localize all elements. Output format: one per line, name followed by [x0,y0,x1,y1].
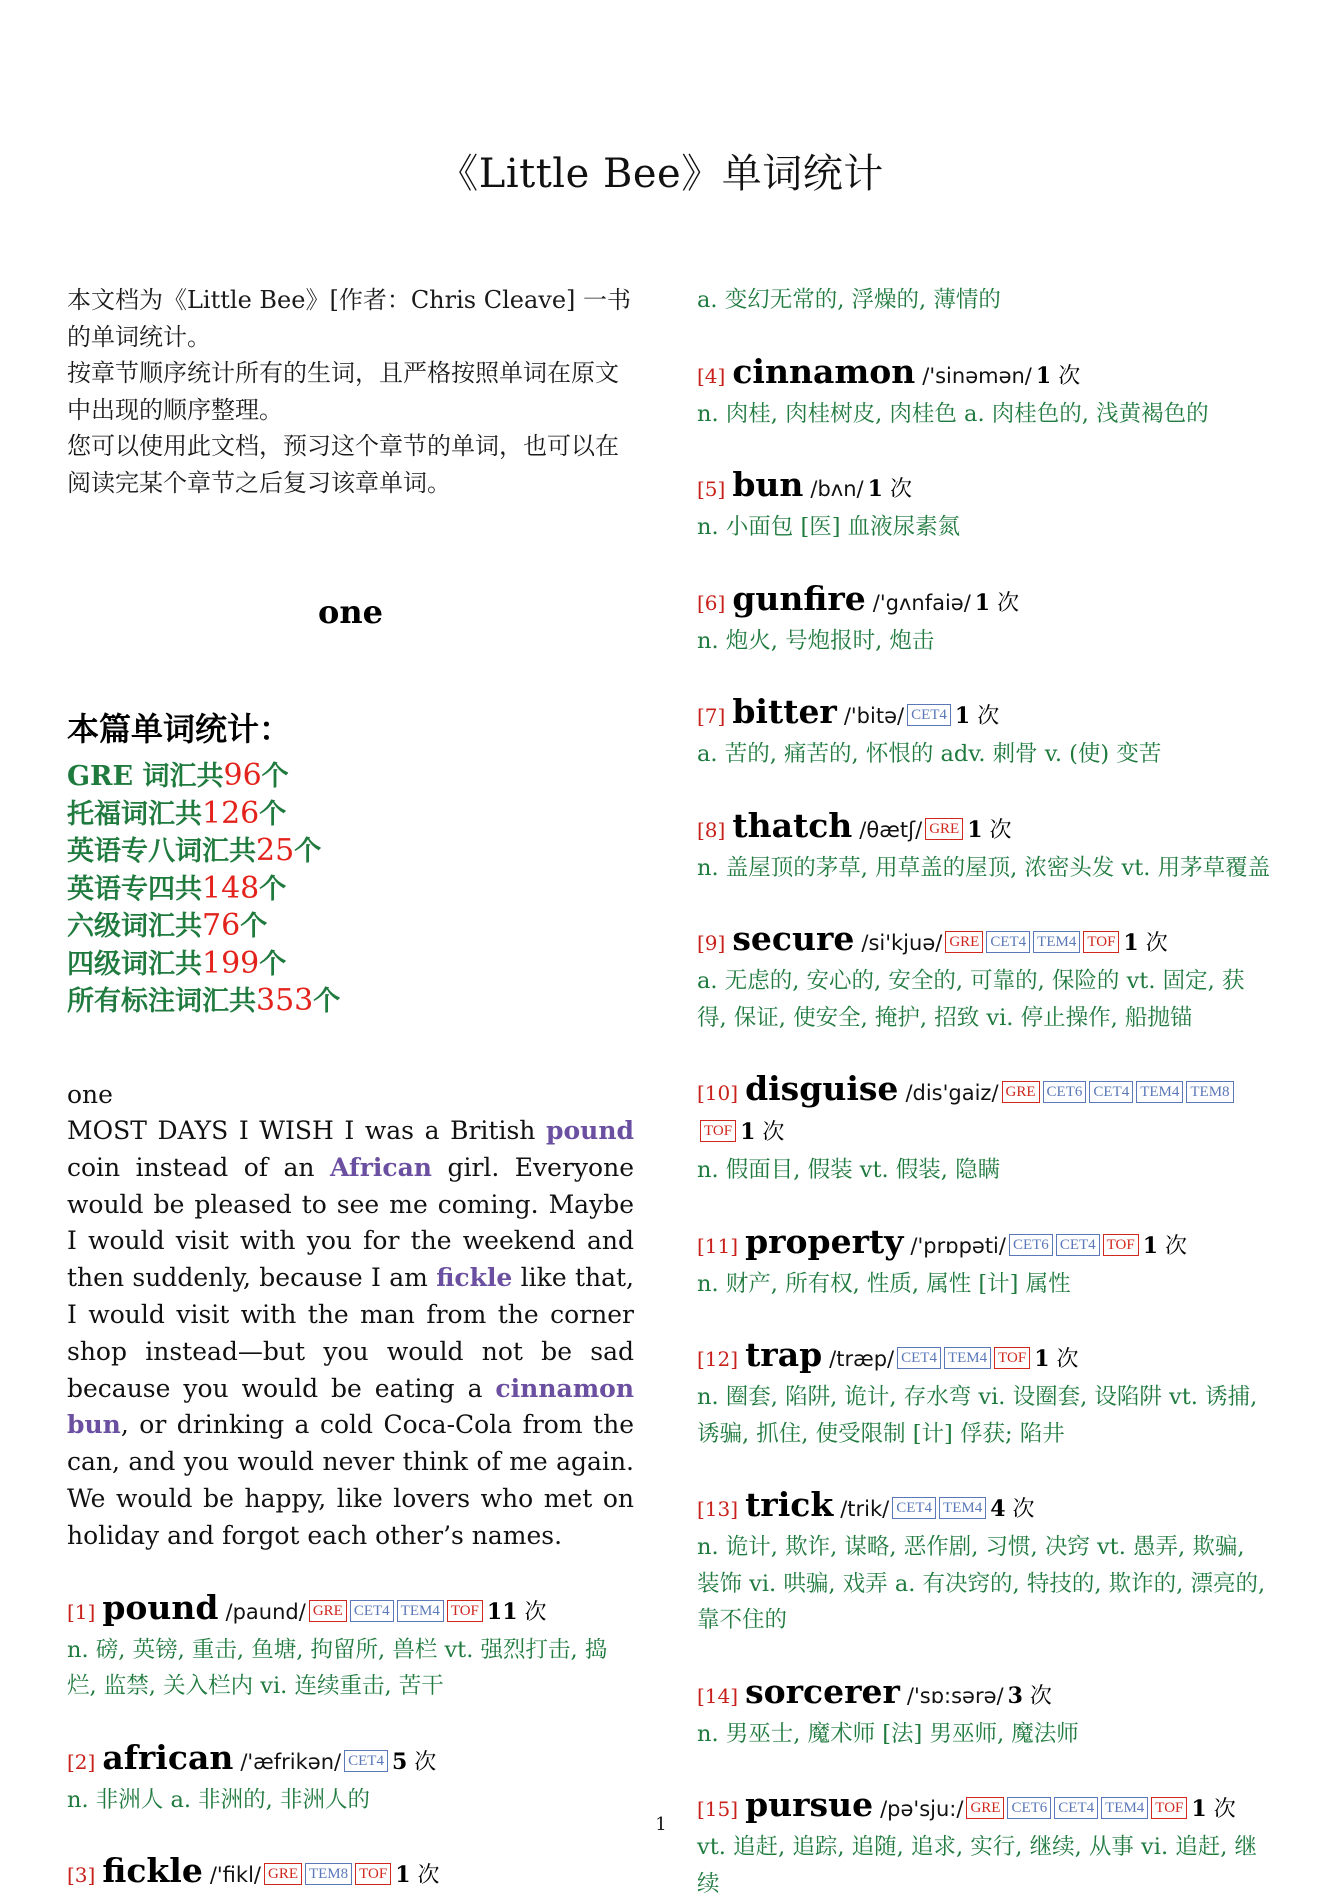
entry-phonetic: /'sinəmən/ [922,364,1032,388]
entry-index: [14] [697,1684,738,1708]
entry-index: [2] [67,1750,95,1774]
exam-tag: TOF [994,1347,1030,1369]
entry-count: 5 [392,1749,407,1775]
vocab-entry [67,1589,634,1705]
vocab-entry [697,1223,1271,1303]
entry-word: disguise [745,1069,898,1108]
highlight-word: fickle [436,1263,512,1292]
stat-label: 六级词汇共 [67,911,202,942]
vocab-list-right [697,353,1271,1902]
vocab-entry [697,580,1271,660]
entry-count: 1 [1036,363,1051,389]
entry-headline [697,466,1271,509]
entry-word: cinnamon [732,352,915,391]
entry-definition: n. 财产, 所有权, 性质, 属性 [计] 属性 [697,1266,1271,1303]
intro-block [67,282,634,501]
highlight-word: cinnamon [495,1374,634,1403]
stats-list [67,758,634,1021]
vocab-entry [697,1070,1271,1189]
stat-value: 148 [202,871,259,906]
stat-value: 199 [202,946,259,981]
entry-headline [697,1486,1271,1529]
passage-text: MOST DAYS I WISH I was a British pound coin instead of an African girl. Everyone would be pleased to see me coming. Maybe I would visit with you for the weekend and then suddenly, because I am fickle like that, I would visit with the man from the corner shop instead—but you would not be sad because you would be eating a cinnamon bun, or drinking a cold Coca-Cola from the can, and you would never think of me again. We would be happy, like lovers who met on holiday and forgot each other’s names. [67,1113,634,1555]
exam-tag: CET4 [350,1600,394,1622]
entry-headline [67,1739,634,1782]
entry-index: [9] [697,931,725,955]
entry-definition: a. 无虑的, 安心的, 安全的, 可靠的, 保险的 vt. 固定, 获得, 保证, 使安全, 掩护, 招致 vi. 停止操作, 船抛锚 [697,963,1271,1036]
exam-tag: TEM4 [1033,931,1080,953]
stats-title: 本篇单词统计： [67,704,634,750]
entry-headline [697,1223,1271,1266]
entry-definition: a. 变幻无常的, 浮燥的, 薄情的 [697,282,1271,319]
entry-count-unit: 次 [1214,1797,1236,1822]
entry-count-unit: 次 [762,1120,784,1145]
entry-definition: n. 男巫士, 魔术师 [法] 男巫师, 魔法师 [697,1716,1271,1753]
stat-unit: 个 [294,836,321,867]
exam-tag: CET4 [897,1347,941,1369]
vocab-entry [697,693,1271,773]
entry-count: 1 [868,476,883,502]
exam-tag: CET6 [1043,1081,1087,1103]
entry-headline [67,1852,634,1895]
entry-word: secure [732,919,854,958]
stat-label: 四级词汇共 [67,949,202,980]
entry-index: [4] [697,364,725,388]
exam-tag: GRE [309,1600,347,1622]
vocab-entry [697,353,1271,433]
exam-tag: TOF [447,1600,483,1622]
entry-phonetic: /dis'gaiz/ [905,1081,998,1105]
entry-count: 1 [740,1119,755,1145]
entry-index: [1] [67,1600,95,1624]
entry-headline [697,693,1271,736]
entry-phonetic: /'gʌnfaiə/ [873,591,971,615]
entry-word: sorcerer [745,1672,900,1711]
entry-count-unit: 次 [977,704,999,729]
exam-tag: CET4 [907,704,951,726]
entry-headline [697,1070,1271,1152]
entry-index: [12] [697,1347,738,1371]
stat-label: 托福词汇共 [67,799,202,830]
entry-index: [10] [697,1081,738,1105]
exam-tag: TEM8 [305,1863,352,1885]
entry-index: [5] [697,477,725,501]
stat-value: 96 [223,758,261,793]
entry-definition: n. 诡计, 欺诈, 谋略, 恶作剧, 习惯, 决窍 vt. 愚弄, 欺骗, 装饰 vi. 哄骗, 戏弄 a. 有决窍的, 特技的, 欺诈的, 漂亮的, 靠不住的 [697,1529,1271,1639]
highlight-word: African [330,1153,432,1182]
exam-tag: TOF [1083,931,1119,953]
entry-phonetic: /si'kjuə/ [861,931,942,955]
stat-label: GRE 词汇共 [67,761,223,792]
highlight-word: pound [546,1116,634,1145]
entry-index: [11] [697,1234,738,1258]
stat-line [67,983,634,1021]
entry-count: 1 [975,590,990,616]
entry-count: 1 [1143,1233,1158,1259]
entry-count: 1 [955,703,970,729]
vocab-entry [697,920,1271,1036]
exam-tag: TOF [1151,1797,1187,1819]
entry-count: 4 [990,1496,1005,1522]
exam-tag: TEM4 [944,1347,991,1369]
entry-count-unit: 次 [1013,1497,1035,1522]
stat-unit: 个 [240,911,267,942]
entry-count-unit: 次 [1058,364,1080,389]
exam-tag: TOF [1103,1234,1139,1256]
exam-tag: CET4 [892,1497,936,1519]
entry-count-unit: 次 [1057,1347,1079,1372]
entry-count-unit: 次 [997,591,1019,616]
entry-definition: n. 磅, 英镑, 重击, 鱼塘, 拘留所, 兽栏 vt. 强烈打击, 捣烂, 监禁, 关入栏内 vi. 连续重击, 苦干 [67,1632,634,1705]
entry-phonetic: /trik/ [840,1497,889,1521]
intro-line: 按章节顺序统计所有的生词，且严格按照单词在原文中出现的顺序整理。 [67,355,634,428]
exam-tag: CET6 [1009,1234,1053,1256]
intro-line: 您可以使用此文档，预习这个章节的单词，也可以在阅读完某个章节之后复习该章单词。 [67,428,634,501]
exam-tag: TOF [700,1120,736,1142]
entry-word: gunfire [732,579,865,618]
entry-phonetic: /'prɒpəti/ [910,1234,1006,1258]
stat-unit: 个 [313,986,340,1017]
entry-definition: n. 非洲人 a. 非洲的, 非洲人的 [67,1782,634,1819]
entry-count: 1 [967,817,982,843]
entry-phonetic: /bʌn/ [810,477,863,501]
exam-tag: TEM4 [939,1497,986,1519]
entry-headline [67,1589,634,1632]
stat-unit: 个 [262,761,289,792]
entry-index: [7] [697,704,725,728]
entry-word: bun [732,465,803,504]
entry-count-unit: 次 [990,818,1012,843]
entry-count: 11 [487,1599,518,1625]
exam-tag: GRE [264,1863,302,1885]
entry-count-unit: 次 [1030,1684,1052,1709]
entry-phonetic: /'sɒ:sərə/ [907,1684,1004,1708]
entry-index: [6] [697,591,725,615]
intro-line: 本文档为《Little Bee》[作者：Chris Cleave] 一书的单词统计。 [67,282,634,355]
stat-unit: 个 [259,874,286,905]
entry-headline [697,920,1271,963]
stat-label: 英语专八词汇共 [67,836,256,867]
stat-unit: 个 [259,949,286,980]
entry-count-unit: 次 [525,1600,547,1625]
entry-definition: vt. 追赶, 追踪, 追随, 追求, 实行, 继续, 从事 vi. 追赶, 继续 [697,1829,1271,1902]
stat-value: 353 [256,983,313,1018]
entry-headline [697,580,1271,623]
exam-tag: TOF [355,1863,391,1885]
entry-definition: n. 炮火, 号炮报时, 炮击 [697,623,1271,660]
stat-value: 76 [202,908,240,943]
vocab-entry [697,1673,1271,1753]
entry-count-unit: 次 [890,477,912,502]
entry-phonetic: /pə'sju:/ [880,1797,963,1821]
entry-phonetic: /'bitə/ [844,704,904,728]
chapter-label: one [67,1077,634,1114]
stat-value: 25 [256,833,294,868]
entry-count: 1 [395,1862,410,1888]
entry-word: property [745,1222,903,1261]
entry-definition: n. 肉桂, 肉桂树皮, 肉桂色 a. 肉桂色的, 浅黄褐色的 [697,396,1271,433]
entry-word: trick [745,1485,833,1524]
exam-tag: GRE [1002,1081,1040,1103]
entry-count: 1 [1123,930,1138,956]
entry-definition: n. 小面包 [医] 血液尿素氮 [697,509,1271,546]
right-column [697,282,1271,1902]
exam-tag: TEM4 [1136,1081,1183,1103]
entry-count: 3 [1008,1683,1023,1709]
entry-count-unit: 次 [1146,931,1168,956]
chapter-heading: one [67,593,634,631]
entry-count-unit: 次 [418,1863,440,1888]
stat-line [67,871,634,909]
entry-headline [697,1336,1271,1379]
stat-label: 英语专四共 [67,874,202,905]
entry-count: 1 [1034,1346,1049,1372]
vocab-entry [697,1336,1271,1452]
entry-phonetic: /θætʃ/ [859,818,922,842]
vocab-list-left [67,1589,634,1896]
exam-tag: GRE [966,1797,1004,1819]
exam-tag: CET4 [986,931,1030,953]
vocab-entry [697,807,1271,887]
entry-definition: n. 盖屋顶的茅草, 用草盖的屋顶, 浓密头发 vt. 用茅草覆盖 [697,850,1271,887]
entry-phonetic: /paund/ [226,1600,306,1624]
entry-phonetic: /'fikl/ [210,1863,261,1887]
exam-tag: TEM4 [1101,1797,1148,1819]
entry-definition: a. 苦的, 痛苦的, 怀恨的 adv. 刺骨 v. (使) 变苦 [697,736,1271,773]
entry-word: african [102,1738,233,1777]
stat-line [67,908,634,946]
vocab-entry [697,1486,1271,1639]
entry-definition: n. 圈套, 陷阱, 诡计, 存水弯 vi. 设圈套, 设陷阱 vt. 诱捕, 诱骗, 抓住, 使受限制 [计] 俘获; 陷井 [697,1379,1271,1452]
stat-line [67,946,634,984]
entry-count-unit: 次 [414,1750,436,1775]
stat-unit: 个 [259,799,286,830]
entry-count: 1 [1191,1796,1206,1822]
exam-tag: GRE [925,818,963,840]
stat-line [67,796,634,834]
exam-tag: CET4 [344,1750,388,1772]
entry-phonetic: /træp/ [829,1347,894,1371]
entry-headline [697,1673,1271,1716]
entry-headline [697,807,1271,850]
exam-tag: GRE [945,931,983,953]
exam-tag: CET4 [1089,1081,1133,1103]
document-title: 《Little Bee》单词统计 [0,142,1322,199]
entry-word: pound [102,1588,218,1627]
vocab-entry [67,1739,634,1819]
entry-word: fickle [102,1851,202,1890]
vocab-entry [67,1852,634,1895]
exam-tag: CET4 [1054,1797,1098,1819]
entry-index: [15] [697,1797,738,1821]
exam-tag: TEM4 [397,1600,444,1622]
left-column [67,282,634,1895]
entry-word: trap [745,1335,822,1374]
entry-word: pursue [745,1785,873,1824]
highlight-word: bun [67,1410,121,1439]
exam-tag: TEM8 [1186,1081,1233,1103]
entry-phonetic: /'æfrikən/ [240,1750,341,1774]
stat-line [67,758,634,796]
page-number: 1 [0,1814,1322,1835]
entry-definition: n. 假面目, 假装 vt. 假装, 隐瞒 [697,1152,1271,1189]
entry-count-unit: 次 [1165,1234,1187,1259]
stat-label: 所有标注词汇共 [67,986,256,1017]
entry-word: thatch [732,806,852,845]
vocab-entry [697,1786,1271,1902]
stat-line [67,833,634,871]
entry-headline [697,353,1271,396]
exam-tag: CET6 [1007,1797,1051,1819]
stat-value: 126 [202,796,259,831]
entry-index: [8] [697,818,725,842]
entry-index: [3] [67,1863,95,1887]
entry-index: [13] [697,1497,738,1521]
vocab-entry [697,466,1271,546]
entry-word: bitter [732,692,836,731]
exam-tag: CET4 [1056,1234,1100,1256]
